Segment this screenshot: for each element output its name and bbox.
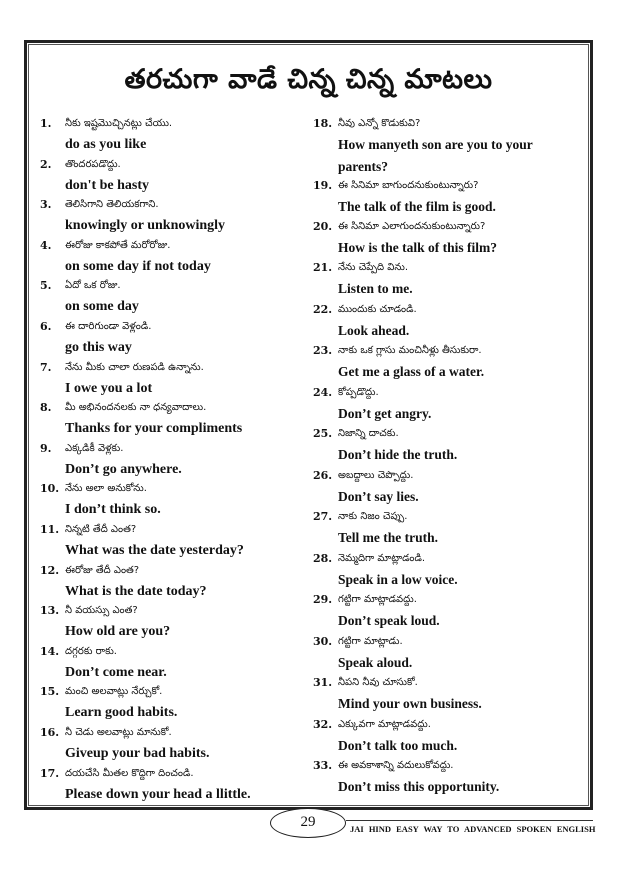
telugu-phrase: నిజాన్ని దాచకు.	[338, 428, 399, 439]
phrase-entry	[313, 510, 578, 552]
telugu-phrase: నెమ్మదిగా మాట్లాడండి.	[338, 552, 426, 564]
telugu-phrase: దయచేసి మీతల కొద్దిగా దించండి.	[65, 767, 194, 779]
telugu-phrase: గట్టిగా మాట్లాడవద్దు.	[338, 594, 417, 605]
telugu-phrase: ఎక్కడికీ వెళ్లకు.	[65, 442, 124, 454]
phrase-entry	[40, 523, 305, 564]
footer-book-title: JAI HIND EASY WAY TO ADVANCED SPOKEN ENGLISH	[350, 824, 596, 834]
english-phrase: Get me a glass of a water.	[338, 364, 485, 379]
phrase-entry	[40, 604, 305, 645]
entry-number: 3.	[40, 198, 52, 212]
english-phrase: The talk of the film is good.	[338, 199, 496, 214]
english-phrase: Learn good habits.	[65, 705, 178, 721]
phrase-entry	[40, 442, 305, 483]
phrase-entry	[40, 158, 305, 199]
entry-number: 21.	[313, 261, 333, 274]
telugu-phrase: ఎక్కువగా మాట్లాడవద్దు.	[338, 718, 431, 730]
telugu-phrase: ముందుకు చూడండి.	[338, 303, 417, 315]
entry-number: 27.	[313, 510, 333, 523]
footer-rule	[346, 820, 593, 821]
english-phrase: Giveup your bad habits.	[65, 745, 210, 761]
phrase-entry	[40, 482, 305, 523]
entry-number: 22.	[313, 302, 333, 316]
english-phrase: Don’t talk too much.	[338, 737, 458, 753]
entry-number: 24.	[313, 385, 333, 399]
telugu-phrase: నీపని నీవు చూసుకో.	[338, 677, 418, 688]
telugu-phrase: ఈరోజు తేదీ ఎంత?	[65, 564, 140, 576]
phrase-entry	[313, 344, 578, 386]
telugu-phrase: ఏదో ఒక రోజు.	[65, 280, 121, 292]
telugu-phrase: నేను చెప్పేది విను.	[338, 262, 409, 273]
entry-number: 6.	[40, 319, 52, 333]
english-phrase: knowingly or unknowingly	[65, 218, 226, 234]
entry-number: 16.	[40, 725, 60, 739]
telugu-phrase: నేను అలా అనుకోను.	[65, 483, 147, 495]
english-phrase: Mind your own business.	[338, 696, 482, 711]
phrase-entry	[313, 469, 578, 511]
english-phrase: I don’t think so.	[65, 502, 161, 518]
entry-number: 25.	[313, 427, 333, 440]
entry-number: 26.	[313, 468, 333, 482]
english-phrase: What is the date today?	[65, 583, 207, 599]
phrase-entry	[313, 117, 578, 179]
entry-number: 14.	[40, 644, 60, 658]
english-phrase: I owe you a lot	[65, 380, 153, 396]
telugu-phrase: నీవు ఎన్నో కొడుకువి?	[338, 118, 421, 129]
telugu-phrase: ఈరోజు కాకపోతే మరోరోజు.	[65, 239, 171, 251]
phrase-entry	[313, 386, 578, 428]
english-phrase: on some day	[65, 299, 139, 315]
entry-number: 1.	[40, 117, 52, 130]
entry-number: 5.	[40, 279, 52, 293]
left-column	[40, 117, 305, 807]
entry-number: 13.	[40, 604, 60, 618]
english-phrase: Don’t come near.	[65, 664, 167, 680]
telugu-phrase: గట్టిగా మాట్లాడు.	[338, 635, 403, 647]
phrase-entry	[40, 239, 305, 280]
telugu-phrase: ఈ సినిమా బాగుందనుకుంటున్నారు?	[338, 180, 479, 191]
english-phrase: don't be hasty	[65, 177, 150, 193]
telugu-phrase: తొందరపడొద్దు.	[65, 158, 121, 170]
phrase-entry	[313, 303, 578, 345]
english-phrase: Look ahead.	[338, 322, 410, 338]
right-column	[313, 117, 578, 801]
english-phrase: do as you like	[65, 137, 147, 152]
english-phrase: How manyeth son are you to your	[338, 137, 533, 152]
english-phrase: Don’t get angry.	[338, 405, 432, 421]
page-title: తరచుగా వాడే చిన్న చిన్న మాటలు	[124, 64, 493, 95]
telugu-phrase: ఈ అవకాశాన్ని వదులుకోవద్దు.	[338, 760, 454, 771]
entry-number: 19.	[313, 179, 333, 192]
entry-number: 8.	[40, 401, 52, 415]
english-phrase: on some day if not today	[65, 258, 211, 274]
entry-number: 18.	[313, 117, 333, 130]
entry-number: 11.	[40, 522, 60, 536]
page-number: 29	[270, 808, 346, 838]
phrase-entry	[313, 220, 578, 262]
telugu-phrase: నీకు ఇష్టమొచ్చినట్లు చేయు.	[65, 118, 173, 129]
phrase-entry	[40, 767, 305, 808]
english-phrase: Tell me the truth.	[338, 530, 438, 545]
entry-number: 30.	[313, 634, 333, 648]
phrase-entry	[40, 361, 305, 402]
telugu-phrase: మీ అభినందనలకు నా ధన్యవాదాలు.	[65, 402, 207, 414]
telugu-phrase: నాకు ఒక గ్లాసు మంచినీళ్లు తీసుకురా.	[338, 345, 482, 356]
entry-number: 33.	[313, 759, 333, 772]
phrase-entry	[40, 198, 305, 239]
english-phrase: How is the talk of this film?	[338, 239, 498, 255]
english-phrase: How old are you?	[65, 624, 171, 640]
phrase-entry	[40, 117, 305, 158]
telugu-phrase: నిన్నటి తేదీ ఎంత?	[65, 523, 137, 535]
telugu-phrase: ఈ దారిగుండా వెళ్లండి.	[65, 320, 152, 332]
english-phrase: Speak aloud.	[338, 654, 413, 670]
phrase-entry	[40, 401, 305, 442]
phrase-entry	[313, 593, 578, 635]
phrase-entry	[313, 759, 578, 801]
entry-number: 7.	[40, 360, 52, 374]
phrase-entry	[40, 685, 305, 726]
telugu-phrase: మంచి అలవాట్లు నేర్చుకో.	[65, 686, 163, 698]
phrase-entry	[313, 718, 578, 760]
english-phrase-continued: parents?	[338, 159, 389, 174]
entry-number: 12.	[40, 563, 60, 577]
english-phrase: go this way	[65, 339, 132, 355]
english-phrase: Don’t hide the truth.	[338, 447, 458, 462]
telugu-phrase: నీ చెడు అలవాట్లు మానుకో.	[65, 726, 172, 738]
phrase-entry	[313, 261, 578, 303]
telugu-phrase: కోప్పడొద్దు.	[338, 386, 379, 398]
phrase-entry	[40, 279, 305, 320]
phrase-entry	[313, 676, 578, 718]
english-phrase: Don’t go anywhere.	[65, 461, 182, 477]
phrase-entry	[313, 552, 578, 594]
phrase-entry	[313, 635, 578, 677]
entry-number: 32.	[313, 717, 333, 731]
english-phrase: Listen to me.	[338, 281, 413, 296]
english-phrase: What was the date yesterday?	[65, 542, 244, 558]
telugu-phrase: నాకు నిజం చెప్పు.	[338, 511, 408, 522]
entry-number: 9.	[40, 441, 52, 455]
telugu-phrase: ఈ సినిమా ఎలాగుందనుకుంటున్నారు?	[338, 220, 486, 232]
entry-number: 20.	[313, 219, 333, 233]
english-phrase: Speak in a low voice.	[338, 571, 458, 587]
english-phrase: Thanks for your compliments	[65, 421, 243, 437]
entry-number: 28.	[313, 551, 333, 565]
entry-number: 10.	[40, 482, 60, 496]
entry-number: 17.	[40, 766, 60, 780]
english-phrase: Don’t speak loud.	[338, 613, 440, 628]
telugu-phrase: నేను మీకు చాలా రుణపడి ఉన్నాను.	[65, 361, 204, 373]
telugu-phrase: తెలిసిగాని తెలియకగాని.	[65, 199, 159, 211]
entry-number: 4.	[40, 238, 52, 252]
english-phrase: Please down your head a llittle.	[65, 786, 251, 802]
english-phrase: Don’t miss this opportunity.	[338, 779, 500, 794]
phrase-entry	[40, 645, 305, 686]
entry-number: 29.	[313, 593, 333, 606]
entry-number: 23.	[313, 344, 333, 357]
phrase-entry	[313, 179, 578, 220]
entry-number: 15.	[40, 685, 60, 699]
phrase-entry	[40, 726, 305, 767]
phrase-entry	[40, 320, 305, 361]
entry-number: 2.	[40, 157, 52, 171]
phrase-entry	[313, 427, 578, 469]
telugu-phrase: నీ వయస్సు ఎంత?	[65, 605, 138, 617]
telugu-phrase: అబద్దాలు చెప్పొద్దు.	[338, 469, 414, 481]
phrase-entry	[40, 564, 305, 605]
telugu-phrase: దగ్గరకు రాకు.	[65, 645, 117, 657]
entry-number: 31.	[313, 676, 333, 689]
english-phrase: Don’t say lies.	[338, 488, 419, 504]
